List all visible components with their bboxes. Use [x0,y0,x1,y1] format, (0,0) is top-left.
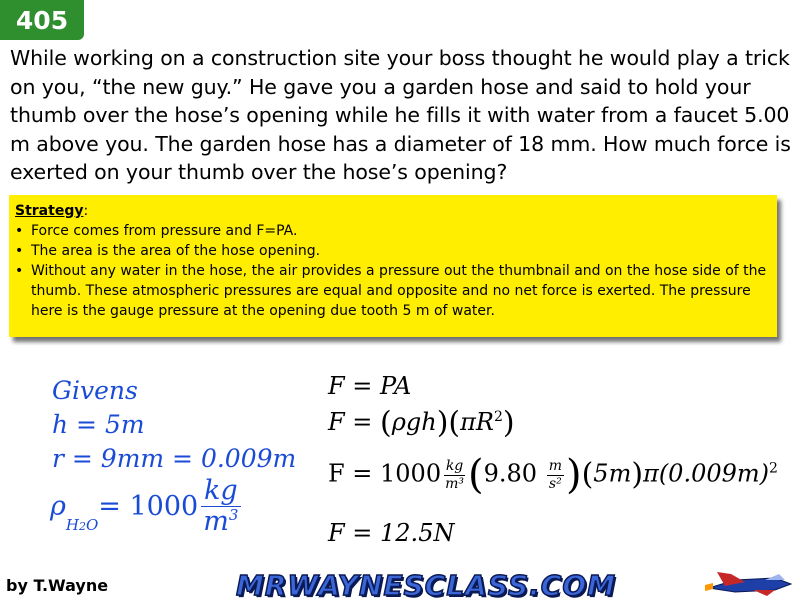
strategy-title: Strategy [15,203,84,219]
eq3-density-unit-den: m³ [445,475,464,492]
site-logo: MRWAYNESCLASS.COM [236,569,617,602]
eq2-pressure-term: ρgh [391,408,437,436]
rocket-jet-icon [705,568,795,598]
rho-unit-den [200,507,241,537]
eq3-height: 5m [593,459,632,488]
givens-block [52,374,296,476]
rho-unit-fraction [200,476,241,536]
eq3-density-unit-num: kg [445,458,464,475]
equation-force-pressure-area [328,372,411,400]
equation-force-result [328,519,454,547]
strategy-bullet: • Force comes from pressure and F=PA. [15,221,767,241]
eq3-lhs: F = 1000 [328,459,442,488]
rho-sub-h: H [65,516,79,535]
eq3-density-unit [443,458,466,491]
strategy-bullet: • The area is the area of the hose opening. [15,241,767,261]
eq2-lhs: F = [328,408,381,436]
given-height: h = 5m [52,410,145,439]
eq3-gravity-unit-den: s² [548,475,562,492]
eq3-gravity-unit [547,458,564,491]
strategy-box [9,195,777,337]
eq2-area-term: πR [460,408,494,436]
equation-force-substituted: F = 1000 $\frac{kg}{\text{m³}}$ (9.80 $\frac{m}{\text{s²}}$ )$(5m)\pi(0.009m)^2$ [328,452,778,498]
equation-force-expanded: $F = (\rho gh)(\pi R^2)$ [328,405,515,441]
eq3-area: π(0.009m) [643,459,770,488]
eq2-area-exp: 2 [493,409,503,425]
eq4-text: F = 12.5N [328,519,455,547]
eq3-gravity-unit-num: m [548,458,562,475]
rho-unit-num: kg [201,476,241,507]
strategy-heading [15,201,767,221]
problem-statement: While working on a construction site your boss thought he would play a trick on you, “the new guy.” He gave you a garden hose and said to hold your thumb over the hose’s opening while he fills it with water from a faucet 5.00 m above you. The garden hose has a diameter of 18 mm. How much force is exerted on your thumb over the hose’s opening? [10,46,791,184]
given-density [50,476,241,536]
rho-sub-2: 2 [78,520,86,534]
givens-heading: Givens [52,376,138,405]
rho-symbol: ρ [50,490,66,522]
slide-number-badge: 405 [0,0,84,40]
rho-unit-den-base: m [203,505,229,537]
given-radius: r = 9mm = 0.009m [52,444,297,473]
author-credit: by T.Wayne [6,576,109,595]
rho-value: = 1000 [98,490,199,522]
strategy-list [15,221,767,321]
strategy-bullet: • Without any water in the hose, the air provides a pressure out the thumbnail and on the hose side of the thumb. These atmospheric pressures are equal and opposite and no net force is exerted. The pressure here is the gauge pressure at the opening due tooth 5 m of water. [15,261,767,321]
eq3-gravity: 9.80 [483,459,545,488]
strategy-colon: : [83,203,89,219]
rho-sub-o: O [85,516,99,535]
rho-unit-den-exp: 3 [228,505,239,524]
eq1-text: F = PA [328,372,412,400]
eq3-area-exp: 2 [769,460,778,477]
